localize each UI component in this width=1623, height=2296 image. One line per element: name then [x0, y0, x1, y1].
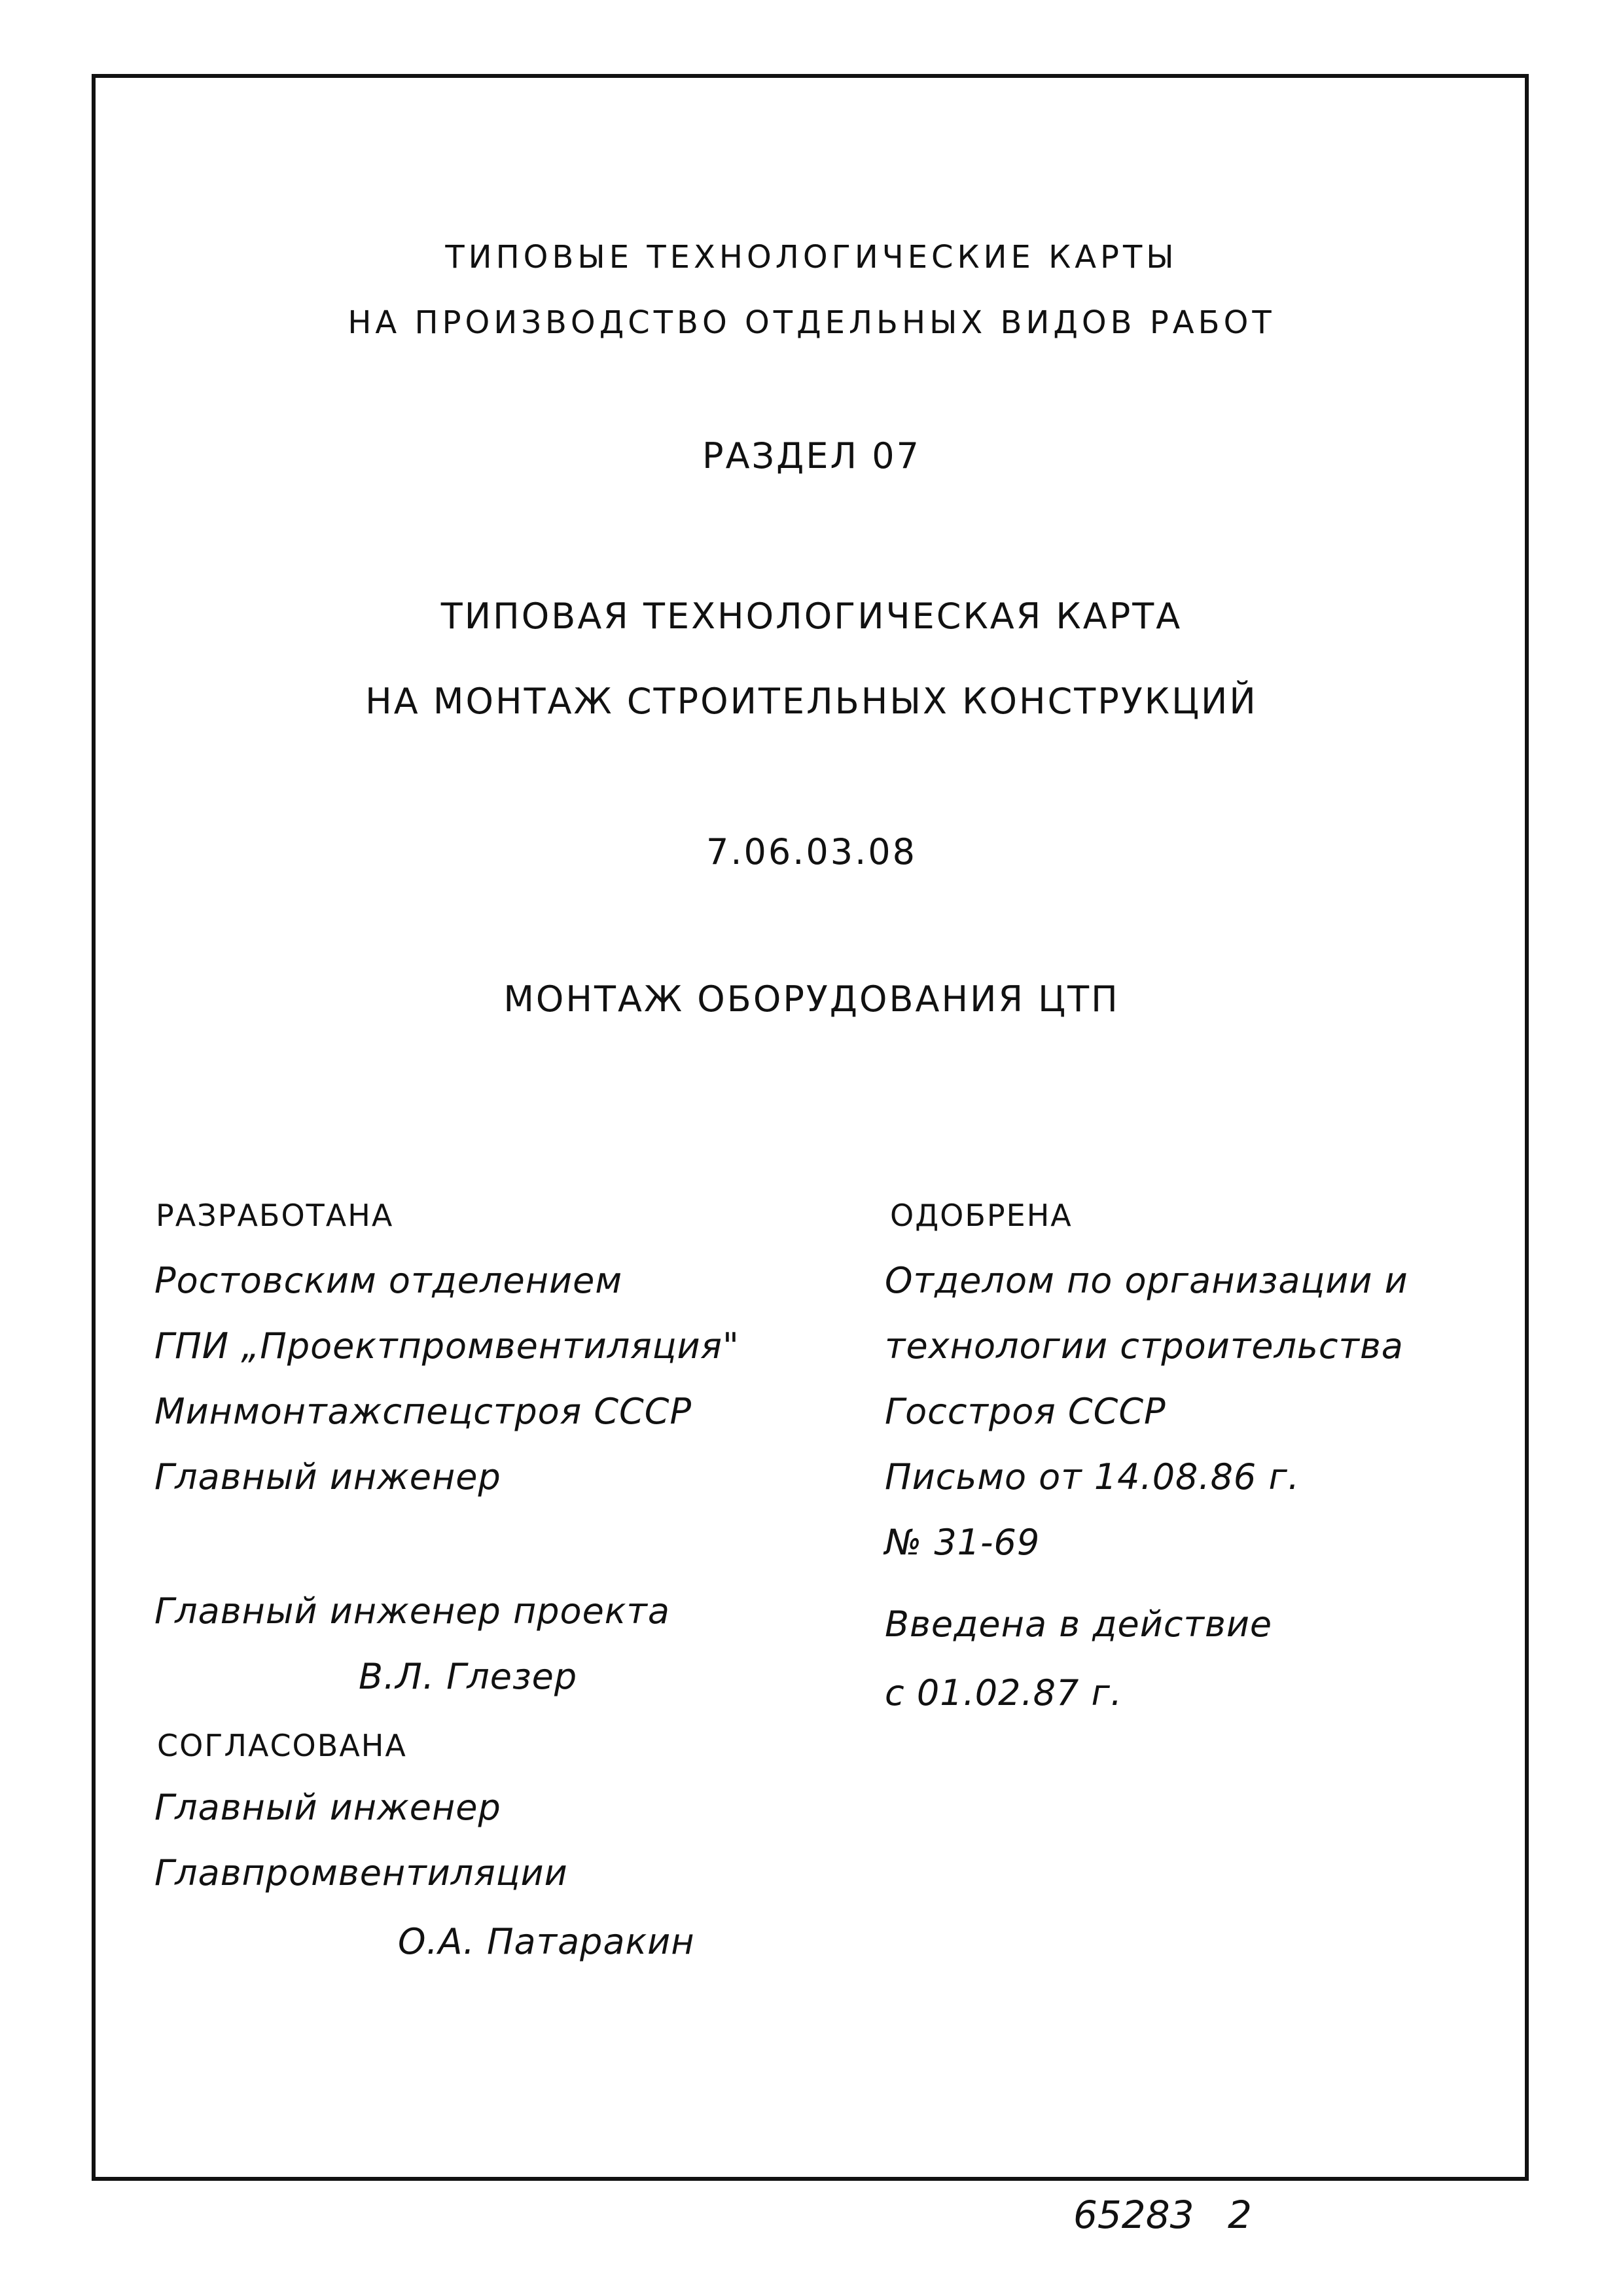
agreed-line-2: Главпромвентиляции [154, 1852, 568, 1893]
page-number: 2 [1228, 2193, 1252, 2237]
developed-label: РАЗРАБОТАНА [156, 1198, 394, 1233]
developed-line-4: Главный инженер [154, 1456, 501, 1498]
agreed-line-1: Главный инженер [154, 1787, 501, 1828]
agreed-name: О.А. Патаракин [398, 1921, 695, 1962]
approved-line-2: технологии строительства [885, 1325, 1404, 1367]
developed-line-2: ГПИ „Проектпромвентиляция" [154, 1325, 740, 1367]
developed-line-1: Ростовским отделением [154, 1260, 623, 1301]
agreed-label: СОГЛАСОВАНА [157, 1728, 407, 1763]
effective-line-1: Введена в действие [885, 1604, 1273, 1645]
approved-line-3: Госстроя СССР [885, 1391, 1166, 1432]
document-code: 7.06.03.08 [706, 831, 917, 872]
approved-label: ОДОБРЕНА [890, 1198, 1073, 1233]
effective-line-2: с 01.02.87 г. [885, 1672, 1123, 1713]
header-line-1: ТИПОВЫЕ ТЕХНОЛОГИЧЕСКИЕ КАРТЫ [445, 239, 1178, 276]
developed-line-3: Минмонтажспецстроя СССР [154, 1391, 692, 1432]
approved-line-1: Отделом по организации и [885, 1260, 1408, 1301]
section-title: РАЗДЕЛ 07 [702, 435, 921, 476]
chief-engineer-project: Главный инженер проекта [154, 1590, 670, 1632]
approved-line-5: № 31-69 [885, 1522, 1041, 1563]
approved-line-4: Письмо от 14.08.86 г. [885, 1456, 1300, 1498]
document-number: 65283 [1073, 2193, 1194, 2237]
header-line-2: НА ПРОИЗВОДСТВО ОТДЕЛЬНЫХ ВИДОВ РАБОТ [348, 304, 1275, 341]
map-title-line-2: НА МОНТАЖ СТРОИТЕЛЬНЫХ КОНСТРУКЦИЙ [365, 681, 1258, 722]
chief-engineer-project-name: В.Л. Глезер [359, 1656, 578, 1697]
document-subject: МОНТАЖ ОБОРУДОВАНИЯ ЦТП [503, 978, 1120, 1020]
map-title-line-1: ТИПОВАЯ ТЕХНОЛОГИЧЕСКАЯ КАРТА [440, 596, 1183, 637]
